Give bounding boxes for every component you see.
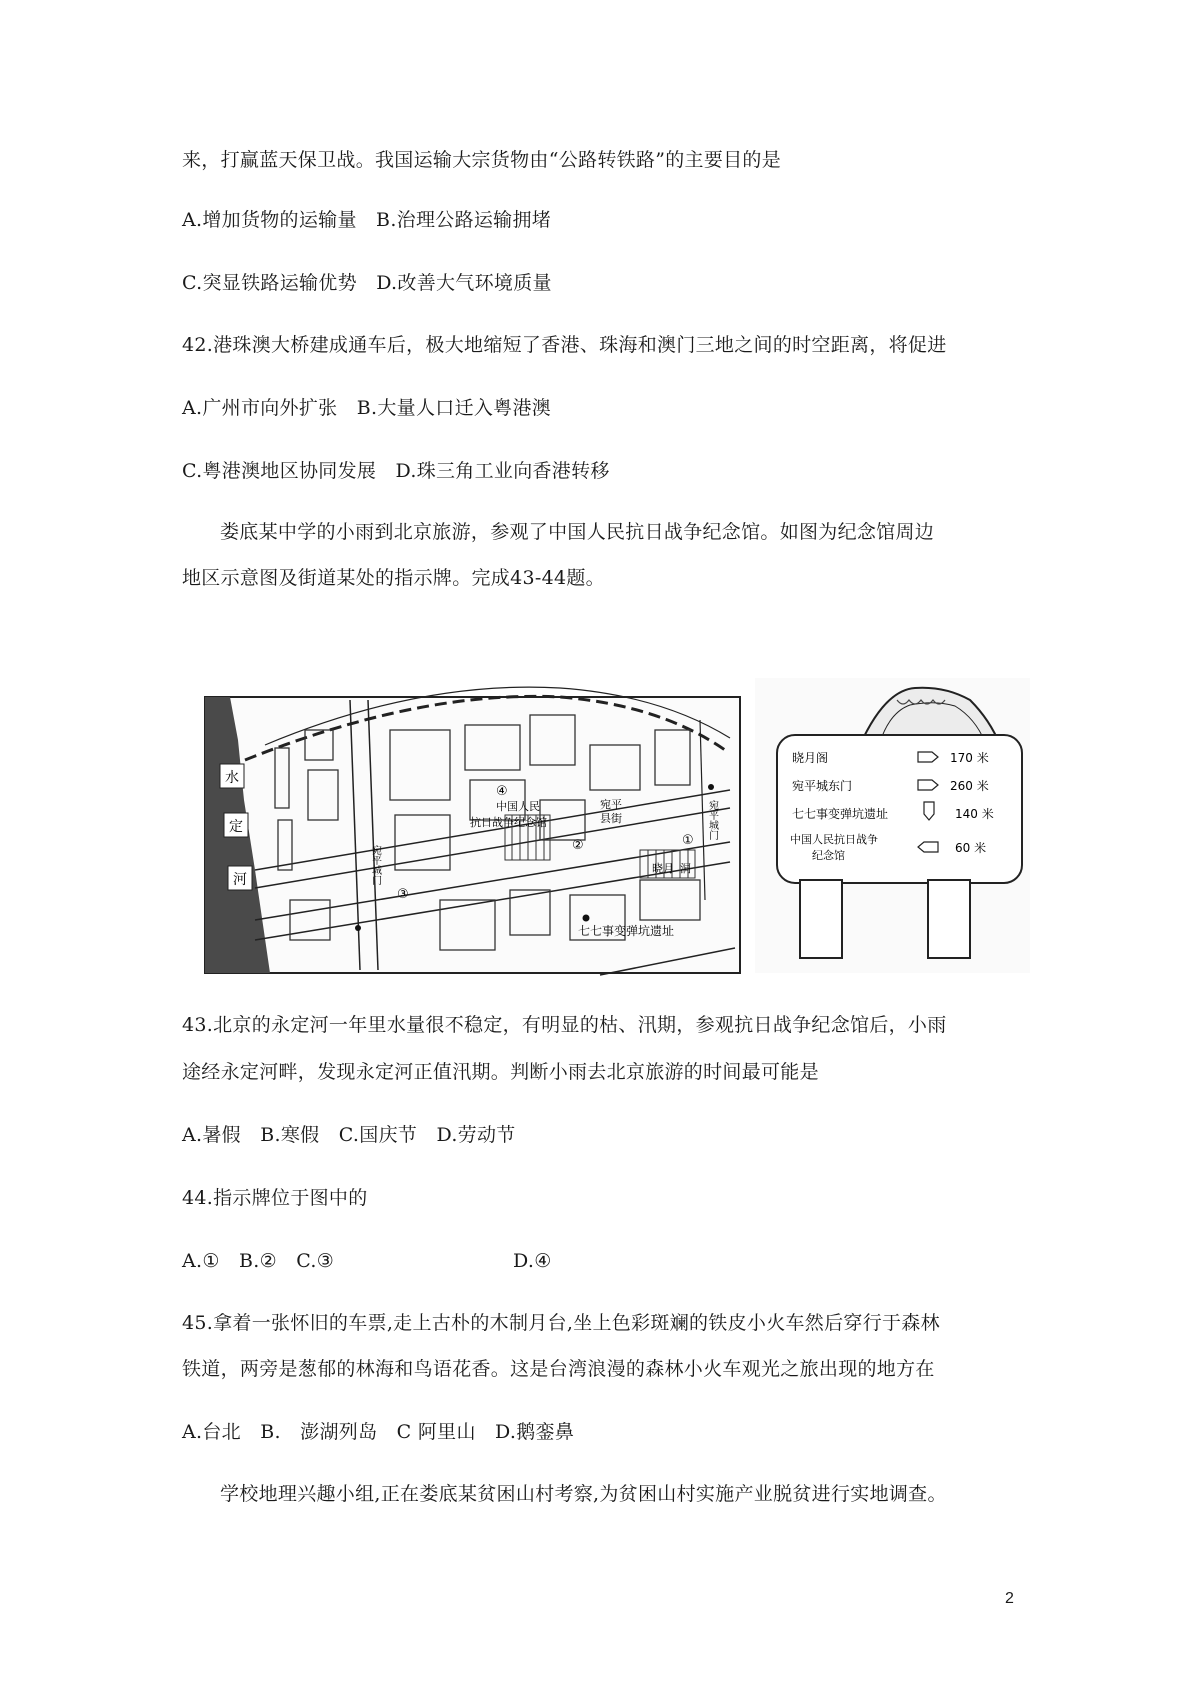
question-43: 43.北京的永定河一年里水量很不稳定，有明显的枯、汛期，参观抗日战争纪念馆后，小雨: [182, 1014, 947, 1036]
map-label-site: 七七事变弹坑遗址: [578, 924, 675, 938]
sign-row-dist: 260 米: [950, 779, 989, 793]
map-label-museum: 中国人民: [496, 800, 540, 813]
sign-row-name: 晓月阁: [792, 751, 829, 765]
sign-row-name: 纪念馆: [812, 849, 845, 862]
question-44: 44.指示牌位于图中的: [182, 1187, 368, 1209]
sign-row-name: 宛平城东门: [792, 779, 853, 793]
map-marker-1: ①: [682, 833, 694, 848]
option-line: C.突显铁路运输优势 D.改善大气环境质量: [182, 272, 552, 294]
sign-row-dist: 170 米: [950, 751, 989, 765]
map-marker-3: ③: [397, 887, 409, 902]
map-label-street: 县街: [600, 812, 622, 825]
sign-row-dist: 140 米: [955, 807, 994, 821]
river-label: 水: [225, 770, 239, 786]
passage-line: 娄底某中学的小雨到北京旅游，参观了中国人民抗日战争纪念馆。如图为纪念馆周边: [220, 521, 935, 543]
option-line: A.台北 B. 澎湖列岛 C 阿里山 D.鹅銮鼻: [182, 1421, 575, 1443]
map-label-xiaoyue: 晓月: [652, 862, 674, 875]
map-label-east-gate: 宛平城门: [706, 800, 718, 840]
question-43: 途经永定河畔，发现永定河正值汛期。判断小雨去北京旅游的时间最可能是: [182, 1061, 819, 1083]
option-line: A.暑假 B.寒假 C.国庆节 D.劳动节: [182, 1124, 516, 1146]
option-line: C.粤港澳地区协同发展 D.珠三角工业向香港转移: [182, 460, 610, 482]
option-line: A.广州市向外扩张 B.大量人口迁入粤港澳: [182, 397, 552, 419]
map-marker-4: ④: [496, 784, 508, 799]
map-marker-2: ②: [572, 838, 584, 853]
river-label: 定: [229, 819, 243, 835]
option-line: D.④: [513, 1250, 552, 1272]
sign-row-dist: 60 米: [955, 841, 987, 855]
sign-row-name: 中国人民抗日战争: [790, 833, 878, 846]
map-label-museum: 抗日战争纪念馆: [470, 816, 547, 829]
question-45: 45.拿着一张怀旧的车票,走上古朴的木制月台,坐上色彩斑斓的铁皮小火车然后穿行于森林: [182, 1312, 940, 1334]
passage-line: 学校地理兴趣小组,正在娄底某贫困山村考察,为贫困山村实施产业脱贫进行实地调查。: [220, 1483, 947, 1505]
map-label-street: 宛平: [600, 798, 622, 811]
page-number: 2: [1005, 1590, 1014, 1607]
sign-row-name: 七七事变弹坑遗址: [792, 807, 889, 821]
text-line: 来，打赢蓝天保卫战。我国运输大宗货物由“公路转铁路”的主要目的是: [182, 149, 782, 171]
river-label: 河: [233, 872, 247, 888]
option-line: A.增加货物的运输量 B.治理公路运输拥堵: [182, 209, 552, 231]
option-line: A.① B.② C.③: [182, 1250, 335, 1272]
map-label-xiaoyue: 洞: [680, 862, 691, 875]
question-42: 42.港珠澳大桥建成通车后，极大地缩短了香港、珠海和澳门三地之间的时空距离，将促进: [182, 334, 947, 356]
question-45: 铁道，两旁是葱郁的林海和鸟语花香。这是台湾浪漫的森林小火车观光之旅出现的地方在: [182, 1358, 935, 1380]
map-label-west-gate: 宛平城门: [369, 845, 381, 885]
passage-line: 地区示意图及街道某处的指示牌。完成43-44题。: [182, 567, 605, 589]
